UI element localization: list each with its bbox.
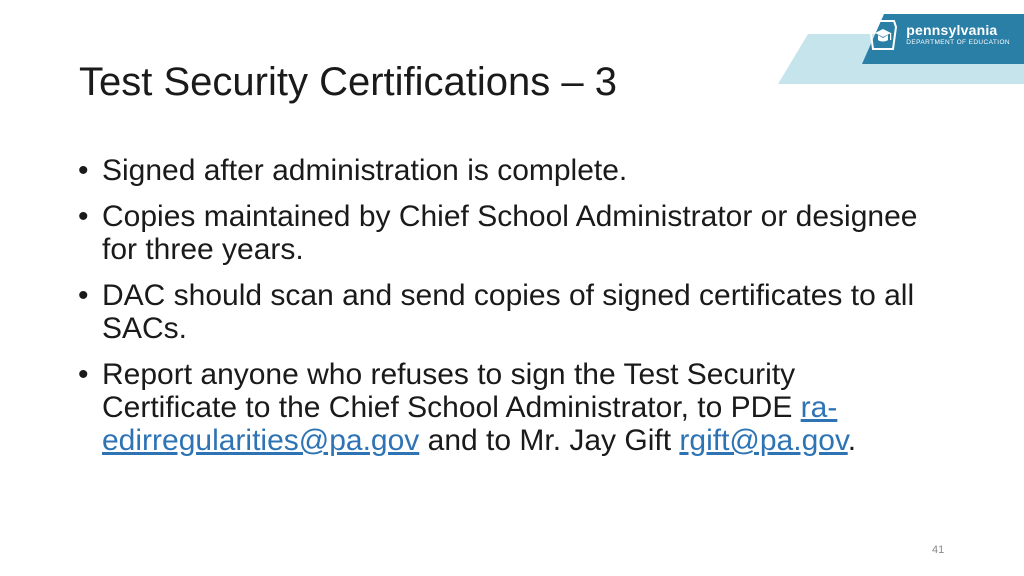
bullet-item: • Report anyone who refuses to sign the Test Security Certificate to the Chief School Administrator, to PDE ra-edirregularities@pa.gov and to Mr. Jay Gift rgift@pa.gov. (78, 358, 938, 457)
logo-name: pennsylvania (906, 22, 998, 39)
slide-title: Test Security Certifications – 3 (79, 60, 617, 104)
page-number: 41 (932, 544, 945, 556)
bullet-item: • DAC should scan and send copies of signed certificates to all SACs. (78, 279, 938, 345)
bullet-item: • Signed after administration is complete. (78, 154, 938, 187)
bullet-item: • Copies maintained by Chief School Administrator or designee for three years. (78, 200, 938, 266)
keystone-icon (866, 18, 900, 52)
email-link-irregularities[interactable]: ra-edirregularities@pa.gov (102, 391, 838, 457)
logo-subtitle: DEPARTMENT OF EDUCATION (906, 39, 1010, 47)
pde-logo (866, 14, 1010, 56)
email-link-rgift[interactable]: rgift@pa.gov (679, 424, 848, 457)
bullet-list (78, 154, 938, 470)
